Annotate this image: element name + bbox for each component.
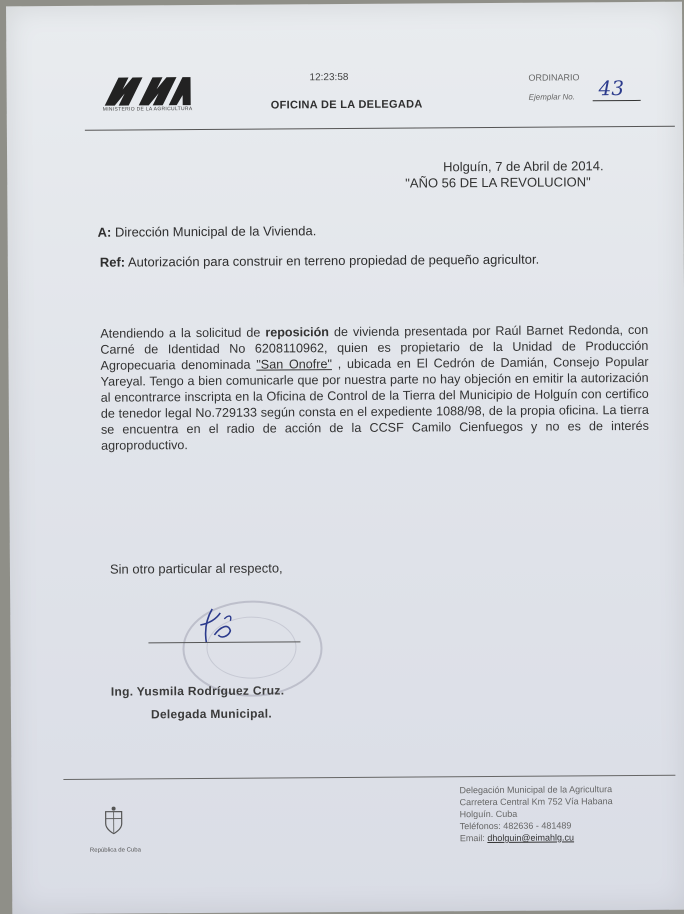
body-part-2: , ubicada en El Cedrón de Damián, Consejo Popular Yareyal. Tengo a bien comunicarle que por nuestra parte no hay objeción en emitir la autorización al encontrarce inscripta en la Oficina de Control de la Tierra del Municipio de Holguín con certifico de tenedor legal No.729133 según consta en el expediente 1088/98, de la propia oficina. La tierra se encuentra en el radio de acción de la CCSF Camilo Cienfuegos y no es de interés agroproductivo. (101, 355, 649, 453)
signatory-role: Delegada Municipal. (151, 707, 272, 722)
farm-name: "San Onofre" (256, 357, 332, 372)
print-time: 12:23:58 (309, 72, 348, 83)
header-divider (85, 126, 675, 131)
logo-tagline: MINISTERIO DE LA AGRICULTURA (103, 106, 193, 113)
signatory-name: Ing. Yusmila Rodríguez Cruz. (111, 683, 285, 698)
ordinario-label: ORDINARIO (528, 72, 579, 82)
letter-body (100, 322, 649, 454)
ejemplar-number: 43 (599, 76, 625, 100)
phone-label: Teléfonos: (460, 821, 501, 831)
phone-values: 482636 - 481489 (503, 820, 571, 830)
email-label: Email: (460, 833, 485, 843)
footer-email (460, 831, 613, 844)
handwritten-signature (194, 605, 244, 652)
addressee-text: Dirección Municipal de la Vivienda. (115, 223, 316, 239)
ejemplar-underline (593, 100, 641, 101)
footer-line-1: Delegación Municipal de la Agricultura (459, 783, 612, 796)
addressee-label: A: (98, 225, 112, 240)
letter-page (6, 2, 684, 914)
footer-divider (63, 775, 675, 780)
year-motto: "AÑO 56 DE LA REVOLUCION" (405, 174, 591, 190)
reference-text: Autorización para construir en terreno propiedad de pequeño agricultor. (128, 252, 539, 270)
body-bold-word: reposición (265, 325, 329, 339)
footer-line-2: Carretera Central Km 752 Vía Habana (460, 795, 613, 808)
footer-contact (459, 783, 613, 844)
closing-line: Sin otro particular al respecto, (110, 560, 283, 576)
reference-label: Ref: (100, 255, 125, 270)
addressee-line (98, 223, 317, 240)
footer-phones (460, 819, 613, 832)
ejemplar-label: Ejemplar No. (529, 92, 575, 101)
email-link[interactable]: dholguin@eimahlg.cu (487, 832, 574, 843)
reference-line (100, 252, 540, 270)
emblem-caption: República de Cuba (90, 847, 141, 853)
body-part-1: Atendiendo a la solicitud de (100, 326, 265, 341)
body-part-1-rest: de vivienda presentada por Raúl Barnet Redonda, con Carné de Identidad No 6208110962, quien es propietario de la Unidad de Producción Agropecuaria denominada (100, 323, 648, 373)
footer-line-3: Holguín. Cuba (460, 807, 613, 820)
office-title: OFICINA DE LA DELEGADA (271, 98, 423, 111)
place-date: Holguín, 7 de Abril de 2014. (443, 158, 604, 174)
coat-of-arms-icon (102, 806, 126, 836)
